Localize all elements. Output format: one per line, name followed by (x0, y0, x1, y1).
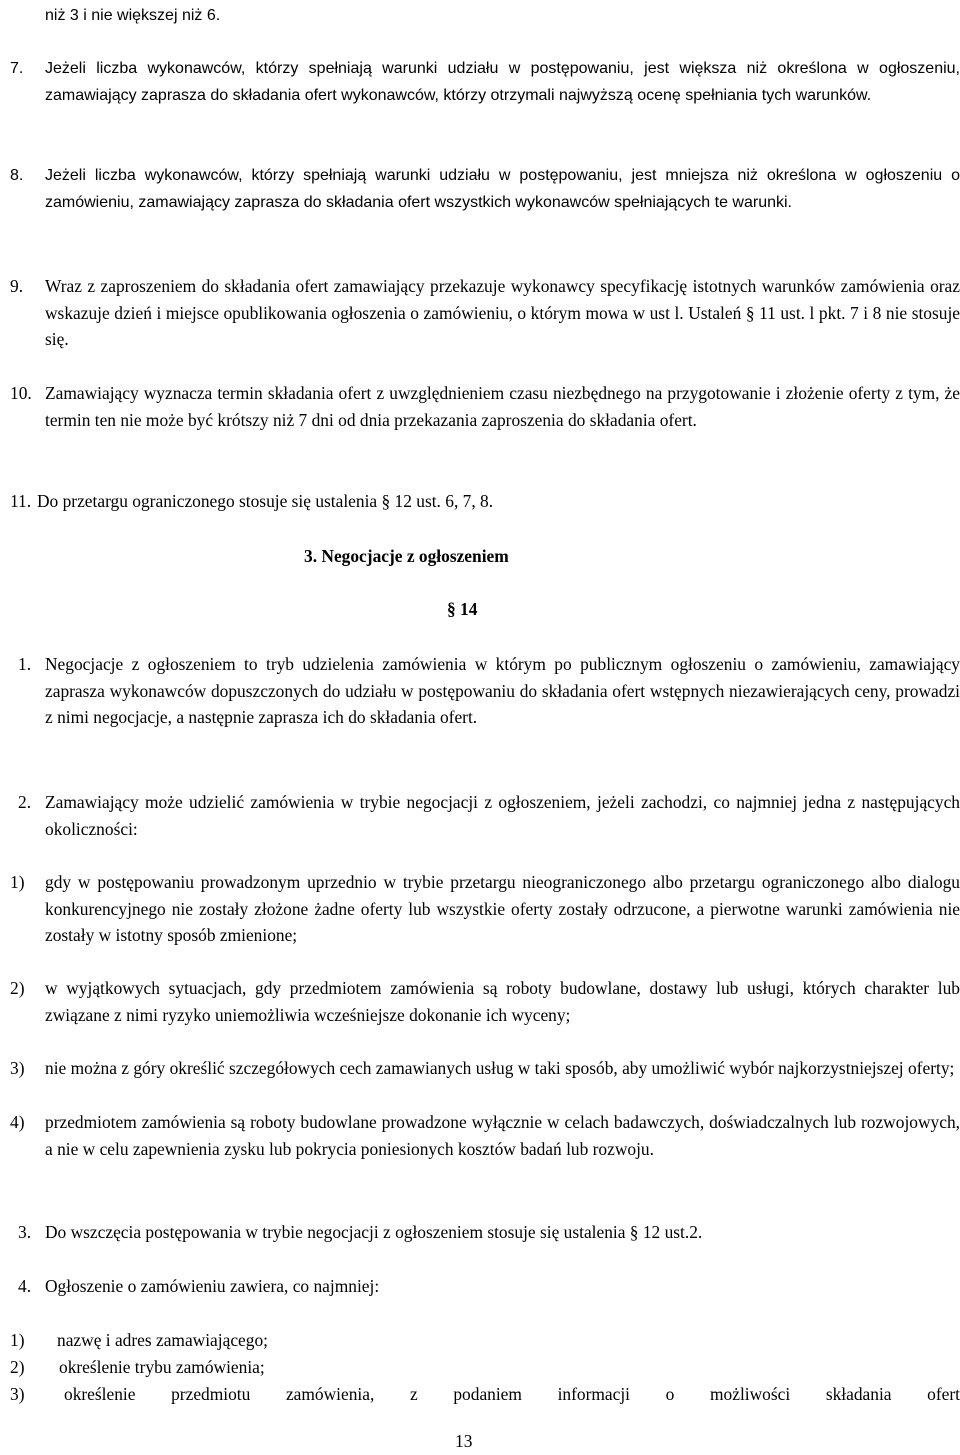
list-number: 4) (10, 1112, 25, 1132)
paragraph-9 (10, 273, 960, 353)
list-text: gdy w postępowaniu prowadzonym uprzednio w trybie przetargu nieograniczonego albo przetargu ograniczonego albo dialogu konkurencyjnego nie zostały złożone żadne oferty lub wszystkie oferty zostały odrzucone, a pierwotne warunki zamówienia nie zostały w istotny sposób zmienione; (45, 872, 960, 946)
paragraph-7 (10, 56, 960, 109)
paragraph-text: Do wszczęcia postępowania w trybie negocjacji z ogłoszeniem stosuje się ustalenia § 12 ust.2. (45, 1222, 703, 1242)
section-paragraph-4 (18, 1273, 960, 1300)
section-paragraph-3 (18, 1219, 960, 1246)
list-text: nie można z góry określić szczegółowych cech zamawianych usług w taki sposób, aby umożliwić wybór najkorzystniejszej oferty; (45, 1058, 955, 1078)
list-item-condition-2 (10, 975, 960, 1028)
paragraph-text: Negocjacje z ogłoszeniem to tryb udzielenia zamówienia w którym po publicznym ogłoszeniu o zamówieniu, zamawiający zaprasza wykonawców dopuszczonych do udziału w postępowaniu do składania ofert wstępnych niezawierających ceny, prowadzi z nimi negocjacje, a następnie zaprasza ich do składania ofert. (45, 654, 960, 728)
paragraph-number: 7. (10, 60, 24, 77)
section-number: § 14 (447, 599, 478, 619)
section-paragraph-1 (18, 651, 960, 731)
chapter-heading: 3. Negocjacje z ogłoszeniem (304, 546, 509, 566)
list-number: 3) (10, 1384, 25, 1404)
paragraph-text: Jeżeli liczba wykonawców, którzy spełniają warunki udziału w postępowaniu, jest mniejsza niż określona w ogłoszeniu o zamówieniu, zamawiający zaprasza do składania ofert wszystkich wykonawców spełniających te warunki. (45, 167, 960, 211)
paragraph-text: Wraz z zaproszeniem do składania ofert zamawiający przekazuje wykonawcy specyfikację istotnych warunków zamówienia oraz wskazuje dzień i miejsce opublikowania ogłoszenia o zamówieniu, o którym mowa w ust l. Ustaleń § 11 ust. l pkt. 7 i 8 nie stosuje się. (45, 276, 960, 350)
list-text: określenie przedmiotu zamówienia, z podaniem informacji o możliwości składania ofert (64, 1384, 960, 1404)
list-item-condition-1 (10, 869, 960, 949)
list-item-content-3 (10, 1381, 960, 1408)
page-number: 13 (455, 1431, 473, 1451)
paragraph-11 (10, 488, 960, 515)
list-text: przedmiotem zamówienia są roboty budowlane prowadzone wyłącznie w celach badawczych, doświadczalnych lub rozwojowych, a nie w celu zapewnienia zysku lub pokrycia poniesionych kosztów badań lub rozwoju. (45, 1112, 960, 1159)
paragraph-text: Ogłoszenie o zamówieniu zawiera, co najmniej: (45, 1276, 380, 1296)
paragraph-text: Jeżeli liczba wykonawców, którzy spełniają warunki udziału w postępowaniu, jest większa niż określona w ogłoszeniu, zamawiający zaprasza do składania ofert wykonawców, którzy otrzymali najwyższą ocenę spełniania tych warunków. (45, 60, 960, 104)
paragraph-fragment (45, 3, 925, 30)
paragraph-8 (10, 163, 960, 216)
list-text: w wyjątkowych sytuacjach, gdy przedmiotem zamówienia są roboty budowlane, dostawy lub usługi, których charakter lub związane z nimi ryzyko uniemożliwia wcześniejsze dokonanie ich wyceny; (45, 978, 960, 1025)
list-number: 2) (10, 978, 25, 998)
list-text: określenie trybu zamówienia; (59, 1357, 265, 1377)
paragraph-number: 2. (18, 792, 32, 812)
paragraph-text: Zamawiający może udzielić zamówienia w trybie negocjacji z ogłoszeniem, jeżeli zachodzi, co najmniej jedna z następujących okoliczności: (45, 792, 960, 839)
list-item-content-1 (10, 1327, 960, 1354)
list-number: 1) (10, 872, 25, 892)
paragraph-number: 4. (18, 1276, 32, 1296)
paragraph-number: 9. (10, 276, 24, 296)
paragraph-number: 10. (10, 383, 32, 403)
paragraph-text: niż 3 i nie większej niż 6. (45, 7, 221, 24)
paragraph-number: 3. (18, 1222, 32, 1242)
section-paragraph-2 (18, 789, 960, 842)
paragraph-text: Do przetargu ograniczonego stosuje się ustalenia § 12 ust. 6, 7, 8. (37, 491, 494, 511)
list-item-condition-4 (10, 1109, 960, 1162)
paragraph-number: 11. (10, 491, 32, 511)
list-text: nazwę i adres zamawiającego; (57, 1330, 268, 1350)
list-item-content-2 (10, 1354, 960, 1381)
list-number: 3) (10, 1058, 25, 1078)
paragraph-number: 1. (18, 654, 32, 674)
list-number: 1) (10, 1330, 25, 1350)
paragraph-10 (10, 380, 960, 433)
paragraph-number: 8. (10, 167, 24, 184)
paragraph-text: Zamawiający wyznacza termin składania ofert z uwzględnieniem czasu niezbędnego na przygotowanie i złożenie oferty z tym, że termin ten nie może być krótszy niż 7 dni od dnia przekazania zaproszenia do składania ofert. (45, 383, 960, 430)
list-number: 2) (10, 1357, 25, 1377)
list-item-condition-3 (10, 1055, 960, 1082)
